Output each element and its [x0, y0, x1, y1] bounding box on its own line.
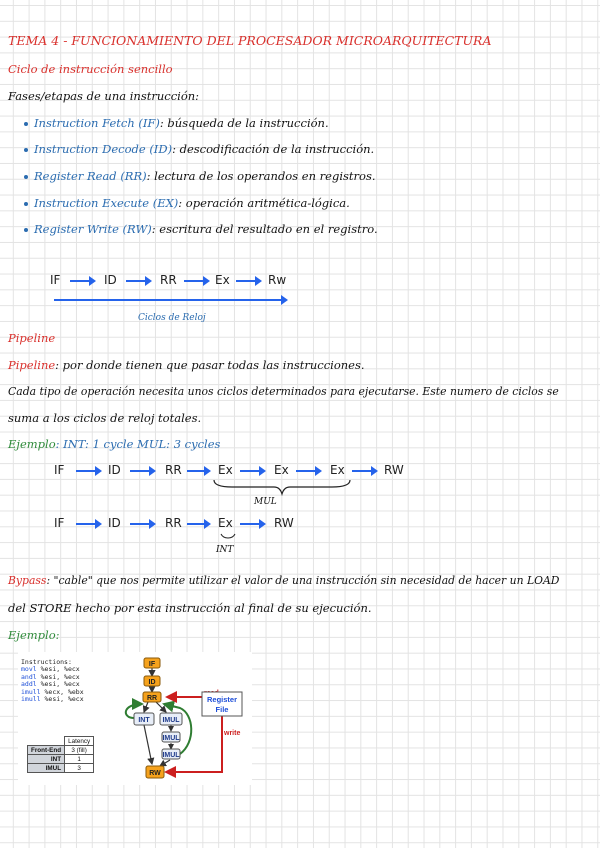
example-text: : INT: 1 cycle MUL: 3 cycles	[55, 437, 221, 451]
node-rr-label: RR	[146, 695, 158, 702]
definition-text: : por donde tienen que pasar todas las instrucciones.	[55, 358, 365, 372]
section-heading-ciclo: Ciclo de instrucción sencillo	[8, 62, 173, 76]
code-args: %esi, %ecx	[40, 672, 80, 681]
register-file-line1: Register	[206, 695, 238, 704]
paragraph-line: suma a los ciclos de reloj totales.	[8, 411, 202, 425]
stage-if: IF	[50, 273, 61, 287]
paragraph-line: Cada tipo de operación necesita unos ciclos determinados para ejecutarse. Este numero de ciclos se	[8, 385, 559, 398]
clock-arrow-icon	[54, 299, 286, 301]
bullet-term: Instruction Execute (EX)	[34, 196, 179, 210]
latency-row-label: Front-End	[28, 746, 65, 755]
bypass-line: del STORE hecho por esta instrucción al final de su ejecución.	[8, 601, 372, 615]
arrow-icon	[240, 470, 264, 472]
small-brace-icon	[220, 533, 236, 541]
bullet-desc: : lectura de los operandos en registros.	[146, 169, 376, 183]
arrow-icon	[130, 470, 154, 472]
code-header: Instructions:	[21, 658, 72, 666]
stage-ex: Ex	[274, 463, 289, 477]
stage-ex: Ex	[218, 516, 233, 530]
bypass-term: Bypass	[8, 574, 47, 587]
bullet-term: Instruction Decode (ID)	[34, 142, 173, 156]
arrow-icon	[76, 523, 100, 525]
stage-rr: RR	[160, 273, 177, 287]
example-line	[8, 437, 220, 451]
stage-id: ID	[104, 273, 117, 287]
bypass-text: : "cable" que nos permite utilizar el valor de una instrucción sin necesidad de hacer un LOAD	[46, 574, 560, 587]
bullet-rr	[24, 169, 376, 183]
latency-header: Latency	[65, 737, 94, 746]
node-imul-label: IMUL	[162, 735, 180, 742]
arrow-icon	[76, 470, 100, 472]
bullet-dot-icon	[24, 202, 28, 206]
arrow-icon	[296, 470, 320, 472]
latency-row-label: IMUL	[28, 764, 65, 773]
arrow-icon	[187, 470, 209, 472]
code-op: movl	[21, 665, 37, 674]
code-op: andl	[21, 672, 37, 681]
bypass-arrow	[164, 704, 191, 754]
bullet-term: Register Read (RR)	[34, 169, 147, 183]
code-op: imull	[21, 695, 41, 704]
code-line	[21, 696, 84, 703]
arrow-icon	[126, 280, 150, 282]
clock-label: Ciclos de Reloj	[138, 313, 206, 323]
node-if-label: IF	[148, 661, 156, 668]
example-label: Ejemplo	[8, 437, 56, 451]
node-imul-label: IMUL	[162, 752, 180, 759]
arrow-icon	[187, 523, 209, 525]
arrow-icon	[70, 280, 94, 282]
bullet-desc: : descodificación de la instrucción.	[172, 142, 375, 156]
int-label: INT	[216, 545, 234, 555]
node-id-label: ID	[148, 679, 156, 686]
mul-label: MUL	[254, 497, 277, 507]
bullet-desc: : escritura del resultado en el registro.	[151, 222, 378, 236]
flow-arrow	[160, 760, 170, 766]
section-heading-pipeline: Pipeline	[8, 331, 56, 345]
stage-ex: Ex	[218, 463, 233, 477]
subheading-fases: Fases/etapas de una instrucción:	[8, 89, 200, 103]
node-imul-label: IMUL	[162, 717, 180, 724]
latency-row-value: 3	[65, 764, 94, 773]
node-rw-label: RW	[149, 770, 161, 777]
latency-row-value: 1	[65, 755, 94, 764]
brace-icon	[212, 478, 352, 496]
bullet-desc: : búsqueda de la instrucción.	[159, 116, 329, 130]
stage-rr: RR	[165, 463, 182, 477]
bullet-id	[24, 142, 374, 156]
code-op: addl	[21, 680, 37, 689]
stage-rr: RR	[165, 516, 182, 530]
stage-ex: Ex	[215, 273, 230, 287]
pipeline-diagram	[110, 652, 252, 785]
write-label: write	[224, 730, 241, 737]
bullet-dot-icon	[24, 175, 28, 179]
pipeline-figure	[18, 652, 252, 785]
stage-ex: Ex	[330, 463, 345, 477]
latency-row-value: 3 (fill)	[65, 746, 94, 755]
bypass-line	[8, 574, 559, 588]
stage-rw: RW	[274, 516, 294, 530]
bullet-ex	[24, 196, 350, 210]
bullet-term: Instruction Fetch (IF)	[34, 116, 160, 130]
stage-rw: RW	[384, 463, 404, 477]
bullet-if	[24, 116, 329, 130]
arrow-icon	[130, 523, 154, 525]
pipeline-definition	[8, 358, 365, 372]
stage-if: IF	[54, 463, 65, 477]
bullet-dot-icon	[24, 122, 28, 126]
latency-table	[27, 736, 94, 773]
stage-rw: Rw	[268, 273, 287, 287]
code-args: %ecx, %ebx	[44, 687, 84, 696]
arrow-icon	[240, 523, 264, 525]
stage-if: IF	[54, 516, 65, 530]
code-args: %esi, %ecx	[40, 680, 80, 689]
latency-row-label: INT	[28, 755, 65, 764]
definition-term: Pipeline	[8, 358, 56, 372]
arrow-icon	[352, 470, 376, 472]
code-args: %esi, %ecx	[40, 665, 80, 674]
bullet-dot-icon	[24, 148, 28, 152]
example2-label: Ejemplo:	[8, 628, 60, 642]
code-op: imull	[21, 687, 41, 696]
bullet-dot-icon	[24, 228, 28, 232]
stage-id: ID	[108, 463, 121, 477]
code-args: %esi, %ecx	[44, 695, 84, 704]
flow-arrow	[144, 725, 152, 764]
bullet-rw	[24, 222, 378, 236]
bullet-term: Register Write (RW)	[34, 222, 152, 236]
node-int-label: INT	[138, 717, 150, 724]
bullet-desc: : operación aritmética-lógica.	[178, 196, 350, 210]
flow-arrow	[144, 702, 148, 712]
page-title: TEMA 4 - FUNCIONAMIENTO DEL PROCESADOR MICROARQUITECTURA	[8, 33, 492, 48]
stage-id: ID	[108, 516, 121, 530]
arrow-icon	[184, 280, 208, 282]
arrow-icon	[236, 280, 260, 282]
code-block	[21, 659, 84, 703]
register-file-line2: File	[215, 705, 229, 714]
